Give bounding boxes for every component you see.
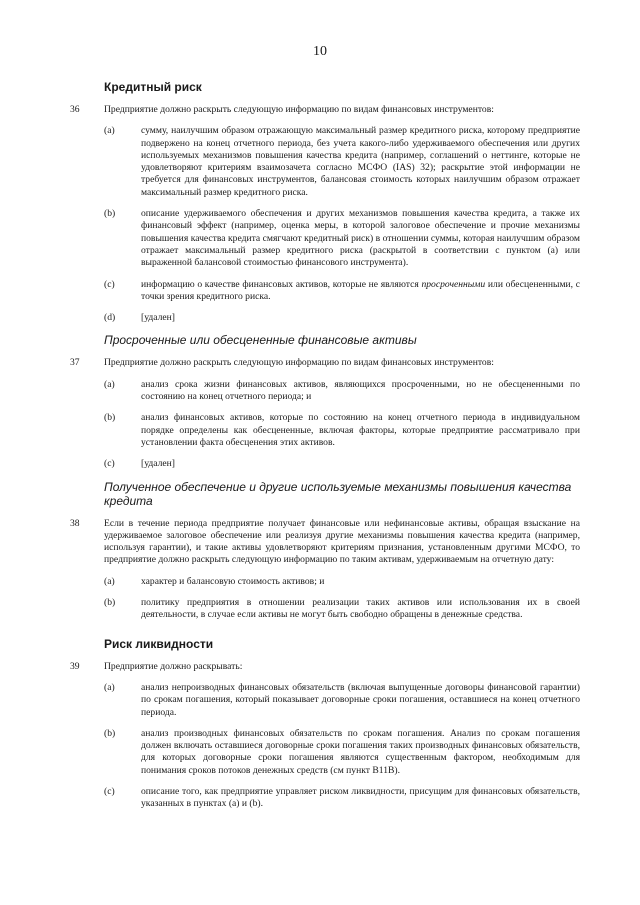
item-text bbox=[141, 279, 580, 302]
item-letter: (a) bbox=[104, 378, 115, 390]
item-text: анализ срока жизни финансовых активов, являющихся просроченными, но не обесцененными по состоянию на конец отчетного периода; и bbox=[141, 378, 580, 403]
item-text: политику предприятия в отношении реализации таких активов или использования их в своей деятельности, в случае если активы не могут быть свободно обращены в денежные средства. bbox=[141, 597, 580, 621]
list-item bbox=[70, 597, 580, 622]
item-text-before: информацию о качестве финансовых активов, которые не являются bbox=[141, 278, 422, 290]
item-text: [удален] bbox=[141, 312, 175, 324]
paragraph-text: Предприятие должно раскрыть следующую информацию по видам финансовых инструментов: bbox=[104, 104, 494, 115]
item-letter: (c) bbox=[104, 785, 115, 797]
paragraph-number: 38 bbox=[70, 517, 80, 529]
paragraph-38 bbox=[70, 518, 580, 567]
list-item bbox=[70, 786, 580, 811]
paragraph-text: Если в течение периода предприятие получает финансовые или нефинансовые активы, обращая взыскание на удерживаемое залоговое обеспечение или реализуя другие механизмы повышения качества кредита (например, используя гарантии), и такие активы удовлетворяют критериям признания, установленным другими МСФО, то предприятие должно раскрыть следующую информацию по таким активам, удерживаемым на отчетную дату: bbox=[104, 517, 580, 566]
paragraph-39 bbox=[70, 661, 580, 673]
list-item bbox=[70, 208, 580, 269]
paragraph-number: 39 bbox=[70, 660, 80, 672]
list-item bbox=[70, 458, 580, 470]
section-heading-collateral: Полученное обеспечение и другие используемые механизмы повышения качества кредита bbox=[104, 479, 572, 508]
section-heading-liquidity-risk: Риск ликвидности bbox=[104, 636, 214, 651]
list-item bbox=[70, 576, 580, 588]
page-number: 10 bbox=[313, 44, 327, 59]
paragraph-text: Предприятие должно раскрывать: bbox=[104, 660, 243, 672]
item-text: анализ финансовых активов, которые по состоянию на конец отчетного периода в индивидуальном порядке определены как обесцененные, включая факторы, которые предприятие рассматривало при установлении факта обесценения этих активов. bbox=[141, 412, 580, 448]
item-text: описание удерживаемого обеспечения и других механизмов повышения качества кредита, а также их финансовый эффект (например, оценка меры, в которой залоговое обеспечение и прочие механизмы повышения качества кредита смягчают кредитный риск) в отношении суммы, которая наилучшим образом отражает максимальный размер кредитного риска (раскрытой в соответствии с пунктом (a) или выраженной балансовой стоимостью финансового инструмента). bbox=[141, 208, 580, 269]
item-text: описание того, как предприятие управляет риском ликвидности, присущим для финансовых обязательств, указанных в пунктах (a) и (b). bbox=[141, 785, 580, 810]
paragraph-number: 36 bbox=[70, 104, 80, 115]
list-item bbox=[70, 728, 580, 777]
item-text: анализ производных финансовых обязательств по срокам погашения. Анализ по срокам погашения должен включать оставшиеся договорные сроки погашения таких производных финансовых обязательств, для которых договорные сроки погашения являются существенным фактором, необходимым для понимания сроков потоков денежных средств (см пункт B11B). bbox=[141, 727, 580, 776]
document-body bbox=[70, 80, 580, 820]
item-letter: (c) bbox=[104, 278, 115, 290]
list-item bbox=[70, 125, 580, 199]
item-letter: (b) bbox=[104, 412, 116, 424]
paragraph-37 bbox=[70, 357, 580, 369]
item-text: [удален] bbox=[141, 458, 175, 470]
item-text: анализ непроизводных финансовых обязательств (включая выпущенные договоры финансовой гарантии) по срокам погашения, который показывает договорные сроки погашения, оставшиеся на конец отчетного периода. bbox=[141, 681, 580, 718]
section-heading-past-due: Просроченные или обесцененные финансовые активы bbox=[104, 333, 417, 348]
paragraph-text: Предприятие должно раскрыть следующую информацию по видам финансовых инструментов: bbox=[104, 357, 494, 369]
list-item bbox=[70, 279, 580, 304]
item-letter: (d) bbox=[104, 312, 116, 324]
item-letter: (a) bbox=[104, 681, 115, 693]
item-text: сумму, наилучшим образом отражающую максимальный размер кредитного риска, которому предприятие подвержено на конец отчетного периода, без учета какого-либо удерживаемого обеспечения или других используемых механизмов повышения качества кредита (например, соглашений о неттинге, которые не удовлетворяют критериям взаимозачета согласно МСФО (IAS) 32); раскрытие этой информации не требуется для финансовых инструментов, балансовая стоимость которых наилучшим образом отражает максимальный размер кредитного риска. bbox=[141, 125, 580, 198]
paragraph-36 bbox=[70, 104, 580, 116]
item-letter: (c) bbox=[104, 458, 115, 470]
item-letter: (a) bbox=[104, 125, 115, 137]
paragraph-number: 37 bbox=[70, 357, 80, 369]
item-text-italic: просроченными bbox=[421, 278, 486, 290]
section-heading-credit-risk: Кредитный риск bbox=[104, 80, 202, 94]
item-letter: (b) bbox=[104, 727, 116, 739]
item-letter: (b) bbox=[104, 208, 116, 220]
list-item bbox=[70, 682, 580, 719]
item-text-after: или обесцененными, с точки зрения кредитного риска. bbox=[141, 278, 580, 302]
item-letter: (b) bbox=[104, 597, 116, 609]
item-text: характер и балансовую стоимость активов; и bbox=[141, 575, 325, 587]
item-letter: (a) bbox=[104, 575, 115, 587]
list-item bbox=[70, 312, 580, 324]
list-item bbox=[70, 379, 580, 404]
list-item bbox=[70, 412, 580, 449]
